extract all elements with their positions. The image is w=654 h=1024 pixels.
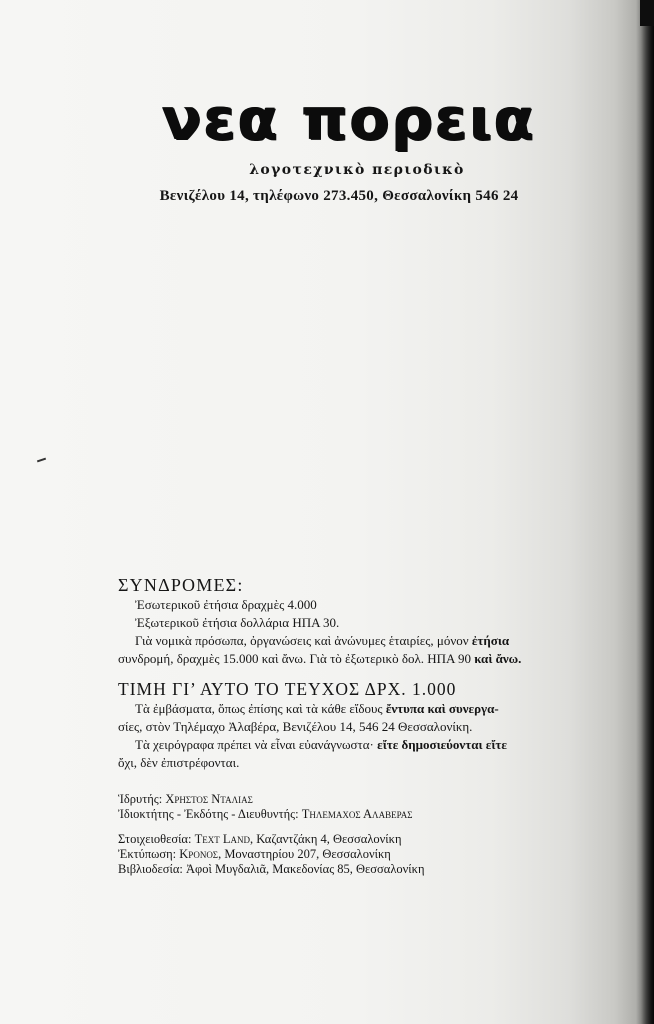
typesetting-name: Text Land <box>194 832 250 846</box>
magazine-logo: νεα πορεια <box>162 85 536 153</box>
typesetting-line <box>118 832 598 847</box>
founder-line <box>118 792 598 807</box>
remittance-line-1 <box>118 700 598 718</box>
page-corner-edge <box>640 0 654 26</box>
credits-founders <box>118 792 598 822</box>
owner-line <box>118 807 598 822</box>
masthead <box>0 86 654 205</box>
founder-name: Χρηστος Νταλιας <box>165 792 253 806</box>
colophon <box>118 574 598 877</box>
remittance-line-1-text: Τὰ ἐμβάσματα, ὅπως ἐπίσης καὶ τὰ κάθε εἴδους <box>135 701 386 716</box>
typesetting-address: , Καζαντζάκη 4, Θεσσαλονίκη <box>249 832 402 846</box>
credits-production <box>118 832 598 877</box>
legal-line-2-bold: καὶ ἄνω. <box>474 651 522 666</box>
manuscripts-line-1-text: Τὰ χειρόγραφα πρέπει νὰ εἶναι εὐανάγνωστα· <box>135 737 378 752</box>
publisher-address: Βενιζέλου 14, τηλέφωνο 273.450, Θεσσαλονίκη 546 24 <box>159 188 519 204</box>
printing-line <box>118 847 598 862</box>
typesetting-label: Στοιχειοθεσία: <box>118 832 195 846</box>
owner-name: Τηλεμαχος Αλαβερας <box>301 807 413 821</box>
magazine-subtitle: λογοτεχνικὸ περιοδικὸ <box>249 162 465 178</box>
printing-name: Κρονος <box>179 847 219 861</box>
legal-line-2-text: συνδρομή, δραχμὲς 15.000 καὶ ἄνω. Γιὰ τὸ ἐξωτερικὸ δολ. ΗΠΑ 90 <box>118 651 475 666</box>
subscriptions-section <box>118 574 598 668</box>
subscription-legal-line-2 <box>118 650 598 668</box>
printing-address: , Μοναστηρίου 207, Θεσσαλονίκη <box>218 847 391 861</box>
owner-label: Ἰδιοκτήτης - Ἐκδότης - Διευθυντής: <box>118 807 302 821</box>
legal-line-1-text: Γιὰ νομικὰ πρόσωπα, ὀργανώσεις καὶ ἀνώνυμες ἑταιρίες, μόνον <box>135 633 472 648</box>
subscriptions-heading: ΣΥΝΔΡΟΜΕΣ: <box>118 575 244 595</box>
subscription-foreign: Ἐξωτερικοῦ ἐτήσια δολλάρια ΗΠΑ 30. <box>135 615 340 630</box>
legal-line-1-bold: ἐτήσια <box>471 633 510 648</box>
remittance-line-1-bold: ἔντυπα καὶ συνεργα- <box>385 701 499 716</box>
printing-label: Ἐκτύπωση: <box>118 847 180 861</box>
manuscripts-line-1 <box>118 736 598 754</box>
remittance-line-2: σίες, στὸν Τηλέμαχο Ἀλαβέρα, Βενιζέλου 14, 546 24 Θεσσαλονίκη. <box>118 719 473 734</box>
manuscripts-line-1-bold: εἴτε δημοσιεύονται εἴτε <box>377 737 507 752</box>
binding-line: Βιβλιοδεσία: Ἀφοὶ Μυγδαλιᾶ, Μακεδονίας 85, Θεσσαλονίκη <box>118 862 425 876</box>
subscription-domestic: Ἐσωτερικοῦ ἐτήσια δραχμὲς 4.000 <box>135 597 317 612</box>
price-section <box>118 678 598 772</box>
subscription-legal-line-1 <box>118 632 598 650</box>
founder-label: Ἱδρυτής: <box>118 792 166 806</box>
manuscripts-line-2: ὄχι, δὲν ἐπιστρέφονται. <box>118 755 240 770</box>
issue-price-heading: ΤΙΜΗ ΓΙ’ ΑΥΤΟ ΤΟ ΤΕΥΧΟΣ ΔΡΧ. 1.000 <box>118 679 457 699</box>
